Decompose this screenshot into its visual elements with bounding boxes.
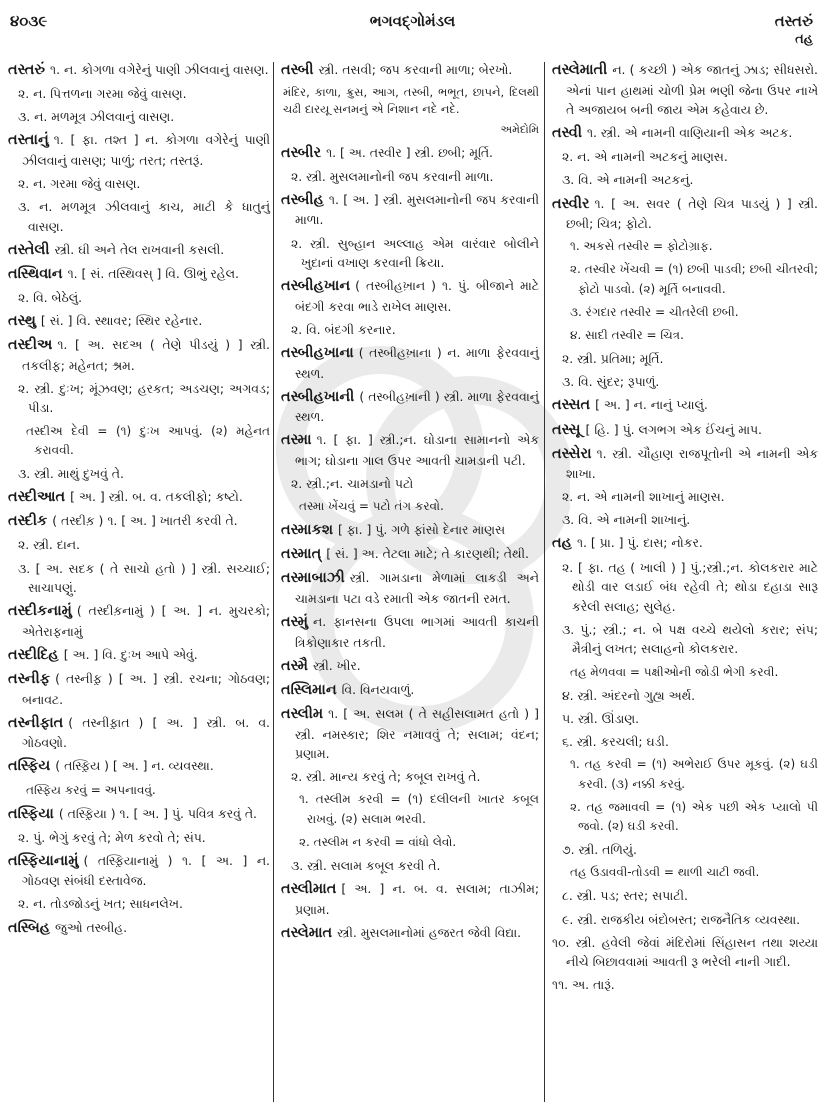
- entry-sense: [8, 464, 270, 484]
- entry-sense: [8, 781, 270, 801]
- entry-sense: [8, 559, 270, 598]
- dictionary-entry: [8, 240, 270, 261]
- entry-sense: [8, 197, 270, 236]
- dictionary-entry: [8, 804, 270, 825]
- dictionary-entry: [281, 387, 539, 427]
- entry-sense: [8, 107, 270, 127]
- definition-text: સ્ત્રી. ખીર.: [313, 657, 361, 673]
- headword: તસ્તરું: [8, 62, 46, 78]
- entry-sense: [281, 790, 539, 829]
- dictionary-entry: [552, 533, 818, 554]
- definition-text: ૯. સ્ત્રી. રાજકીય બંદોબસ્ત; રાજનૈતિક વ્યવસ્થા.: [562, 911, 801, 927]
- entry-sense: [552, 663, 818, 683]
- definition-text: [ અ. ] ન. બ. વ. સલામ; તાઝીમ; પ્રણામ.: [295, 881, 539, 917]
- definition-text: [ સં. ] વિ. સ્થાવર; સ્થિર રહેનાર.: [40, 313, 203, 329]
- headword: તસ્સૂ: [552, 421, 581, 438]
- guide-word-first: તસ્તરું: [774, 12, 813, 30]
- definition-text: ૧. સ્ત્રી. એ નામની વાણિયાની એક અટક.: [586, 125, 793, 141]
- definition-text: તહ મેળવવા = પક્ષીઓની જોડી ભેગી કરવી.: [570, 664, 779, 679]
- definition-text: ૨. તસ્લીમ ન કરવી = વાંધો લેવો.: [299, 835, 457, 850]
- headword: તસ્લેમાતી: [552, 62, 608, 78]
- entry-sense: [281, 767, 539, 787]
- definition-text: ૨. ન. એ નામની અટકનું માણસ.: [562, 149, 728, 165]
- headword: તસ્માબાઝી: [281, 570, 345, 587]
- entry-sense: [552, 886, 818, 906]
- headword: તસ્લેમાત: [281, 924, 333, 941]
- entry-sense: [8, 288, 270, 308]
- definition-text: ( તસ્નીફ઼ ) [ અ. ] સ્ત્રી. રચના; ગોઠવણ; બનાવટ.: [22, 671, 270, 707]
- dictionary-entry: [8, 311, 270, 332]
- dictionary-entry: [281, 612, 539, 652]
- dictionary-entry: [8, 601, 270, 641]
- definition-text: ૩. વિ. એ નામની અટકનું.: [562, 172, 694, 188]
- dictionary-entry: [281, 568, 539, 608]
- entry-sense: [281, 497, 539, 517]
- entry-sense: [552, 755, 818, 794]
- dictionary-column-3: [552, 60, 818, 998]
- definition-text: ( તસ્દીક઼નામું ) [ અ. ] ન. મુચરકો; એતેરાફનામું: [22, 603, 270, 639]
- definition-text: ન. ફાનસના ઉપલા ભાગમાં આવતી કાચની ત્રિકોણાકાર તકતી.: [295, 614, 539, 650]
- headword: તસ્નીફાત: [8, 714, 64, 731]
- headword: તસ્દીક: [8, 513, 48, 530]
- definition-text: ( તસ્ફ઼િય ) [ અ. ] ન. વ્યવસ્થા.: [55, 758, 214, 774]
- headword: તસ્ફિયા: [8, 805, 54, 822]
- headword: તસ્લીમાત: [281, 881, 337, 898]
- quotation-author: અમેદોમિ: [500, 123, 539, 137]
- definition-text: ૧. [ ફા. તશ્ત ] ન. કોગળા વગેરેનું પાણી ઝીલવાનું વાસણ; પાળું; તરત; તસ્તરૂં.: [22, 132, 270, 168]
- headword: તસ્વી: [552, 125, 582, 142]
- definition-text: [ ફા. ] પું. ગળે ફાંસો દેનાર માણસ: [338, 522, 505, 538]
- dictionary-entry: [8, 511, 270, 532]
- definition-text: [ અ. ] સ્ત્રી. બ. વ. તકલીફો; કષ્ટો.: [70, 489, 243, 505]
- headword: તસ્નીફ: [8, 671, 51, 688]
- entry-sense: [8, 828, 270, 848]
- definition-text: ૨. વિ. બેઠેલું.: [18, 289, 83, 305]
- headword: તસ્બીહખાના: [281, 345, 354, 362]
- definition-text: ૩. વિ. સુંદર; રૂપાળું.: [562, 374, 660, 390]
- headword: તસ્દીઆત: [8, 489, 66, 506]
- headword: તસ્થિવાન: [8, 265, 63, 282]
- entry-sense: [552, 863, 818, 883]
- definition-text: ( તસ્ફ઼િયાનામું ) ૧. [ અ. ] ન. ગોઠવણ સંબંધી દસ્તાવેજ.: [22, 852, 270, 889]
- entry-sense: [552, 487, 818, 507]
- definition-text: [ સં. ] અ. તેટલા માટે; તે કારણથી; તેથી.: [326, 546, 529, 562]
- entry-sense: [552, 709, 818, 729]
- headword: તસ્માત્: [281, 546, 322, 563]
- definition-text: ( તસ્ફ઼િયા ) ૧. [ અ. ] પું. પવિત્ર કરવું તે.: [58, 805, 257, 821]
- definition-text: સ્ત્રી. મુસલમાનોમાં હજરત જેવી વિદ્યા.: [337, 924, 522, 940]
- dictionary-entry: [8, 918, 270, 939]
- dictionary-entry: [8, 756, 270, 777]
- guide-word-last: તહ: [795, 32, 813, 47]
- page-number: ૪૦૩૯: [10, 12, 48, 30]
- definition-text: તહ ઉડાવવી-તોડવી = થાળી ચાટી જવી.: [570, 865, 760, 880]
- headword: તસ્લીમ: [281, 706, 324, 723]
- definition-text: ૨. ન. ગરમા જેવું વાસણ.: [18, 175, 141, 191]
- definition-text: ૧૧. અ. તારૂં.: [552, 977, 615, 993]
- definition-text: સ્ત્રી. તસવી; જપ કરવાની માળા; બેરખો.: [318, 62, 513, 77]
- dictionary-entry: [281, 60, 539, 81]
- dictionary-entry: [281, 680, 539, 701]
- dictionary-entry: [552, 123, 818, 144]
- headword: તસ્લિમાન: [281, 681, 337, 698]
- entry-sense: [281, 474, 539, 494]
- headword: તસ્મું: [281, 614, 309, 631]
- definition-text: ૮. સ્ત્રી. પડ; સ્તર; સપાટી.: [562, 888, 688, 904]
- definition-text: ૫. સ્ત્રી. ઊંડાણ.: [562, 710, 640, 726]
- headword: તસ્બીર: [281, 144, 322, 161]
- definition-text: ૧. [ ફા. ] સ્ત્રી.;ન. ઘોડાના સામાનનો એક ભાગ; ઘોડાના ગાલ ઉપર આવતી ચામડાની પટી.: [295, 432, 539, 468]
- definition-text: [ અ. ] ન. નાનું પ્યાલું.: [595, 397, 708, 413]
- definition-text: ૨. [ ફા. તહ ( ખાલી ) ] પું.;સ્ત્રી.;ન. કોલકરાર માટે થોડી વાર લડાઈ બંધ રહેવી તે; થોડા દહાડા સારૂ કરેલી સલાહ; સુલેહ.: [562, 559, 818, 614]
- definition-text: તસ્દીઅ દેવી = (૧) દુઃખ આપવું. (૨) મહેનત કરાવવી.: [26, 423, 270, 458]
- definition-text: ૧. તસ્લીમ કરવી = (૧) દલીલની ખાતર કબૂલ રાખવું. (૨) સલામ ભરવી.: [299, 792, 539, 826]
- definition-text: ૨. સ્ત્રી. સુબ્હાન અલ્લાહ એમ વારંવાર બોલીને ખુદાનાં વખાણ કરવાની ક્રિયા.: [291, 235, 539, 271]
- definition-text: ૨. પું. ભેગું કરવું તે; મેળ કરવો તે; સંપ.: [18, 829, 206, 845]
- book-title: ભગવદ્ગોમંડલ: [369, 12, 456, 30]
- dictionary-entry: [8, 645, 270, 666]
- definition-text: ૧. ન. કોગળા વગેરેનું પાણી ઝીલવાનું વાસણ.: [50, 62, 269, 77]
- dictionary-entry: [8, 851, 270, 891]
- entry-sense: [552, 326, 818, 346]
- definition-text: જુઓ તસ્બીહ.: [55, 919, 128, 935]
- headword: તસ્વીર: [552, 195, 590, 212]
- headword: તસ્સત: [552, 397, 591, 414]
- dictionary-entry: [281, 923, 539, 944]
- definition-text: ૨. વિ. બંદગી કરનાર.: [291, 321, 396, 337]
- headword: તસ્મા: [281, 432, 312, 449]
- entry-sense: [281, 856, 539, 876]
- headword: તહ: [552, 535, 572, 552]
- definition-text: ૩. સ્ત્રી. સલામ કબૂલ કરવી તે.: [291, 858, 441, 874]
- dictionary-entry: [281, 544, 539, 565]
- headword: તસ્થુ: [8, 313, 36, 330]
- entry-sense: [552, 910, 818, 930]
- definition-text: ૧. [ અ. ] સ્ત્રી. મુસલમાનોની જપ કરવાની માળા.: [295, 191, 539, 228]
- definition-text: ૨. સ્ત્રી. દુઃખ; મૂંઝવણ; હરકત; અડચણ; અગવડ; પીડા.: [18, 380, 270, 416]
- definition-text: ૨. સ્ત્રી. માન્ય કરવું તે; કબૂલ રાખવું તે.: [291, 769, 481, 785]
- definition-text: ૩. ન. મળમૂત્ર ઝીલવાનું કાચ, માટી કે ધાતુનું વાસણ.: [18, 199, 270, 234]
- definition-text: ૧. સ્ત્રી. ચૌહાણ રાજપૂતોની એ નામની એક શાખા.: [566, 445, 818, 482]
- headword: તસ્બીહ: [281, 191, 324, 208]
- entry-sense: [8, 379, 270, 418]
- dictionary-column-1: [8, 60, 270, 942]
- dictionary-entry: [8, 487, 270, 508]
- definition-text: ૨. સ્ત્રી. દાન.: [18, 537, 80, 553]
- definition-text: ૩. સ્ત્રી. માથું દુખવું તે.: [18, 466, 124, 482]
- definition-text: ૧. [ અ. સદઅ ( તેણે પીડયું ) ] સ્ત્રી. તકલીફ; મહેનત; શ્રમ.: [22, 337, 270, 373]
- dictionary-entry: [552, 194, 818, 234]
- definition-text: ૨. ન. પિત્તળના ગરમા જેવું વાસણ.: [18, 86, 187, 102]
- headword: તસ્બિહ: [8, 919, 51, 936]
- definition-text: ( તસ્નીફ઼ાત ) [ અ. ] સ્ત્રી. બ. વ. ગોઠવણો.: [22, 714, 270, 751]
- definition-text: ૧. અકસે તસ્વીર = ફોટોગ્રાફ.: [570, 239, 713, 254]
- dictionary-entry: [281, 276, 539, 316]
- headword: તસ્દીકનામું: [8, 603, 72, 620]
- dictionary-column-2: [281, 60, 539, 947]
- definition-text: વિ. વિનયવાળું.: [341, 681, 415, 697]
- definition-text: તસ્મા ખેંચવું = પટો તંગ કરવો.: [299, 499, 444, 514]
- definition-text: ૨. સ્ત્રી. પ્રતિમા; મૂર્તિ.: [562, 351, 664, 367]
- dictionary-entry: [8, 335, 270, 375]
- definition-text: ૪. સ્ત્રી. અંદરનો ગુહ્ય અર્થ.: [562, 687, 696, 703]
- definition-text: ૨. સ્ત્રી. મુસલમાનોની જપ કરવાની માળા.: [291, 168, 494, 184]
- entry-sense: [552, 558, 818, 617]
- headword: તસ્સેરા: [552, 445, 592, 462]
- definition-text: સ્ત્રી. ઘી અને તેલ રાખવાની કસલી.: [54, 241, 225, 257]
- definition-text: ૪. સાદી તસ્વીર = ચિત્ર.: [570, 328, 684, 343]
- definition-text: ( તસ્બીહખ઼ાના ) ન. માળા ફેરવવાનું સ્થળ.: [295, 345, 539, 381]
- headword: તસ્માકશ: [281, 522, 333, 539]
- entry-sense: [552, 620, 818, 659]
- definition-text: ૧. [ અ. તસ્વીર ] સ્ત્રી. છબી; મૂર્તિ.: [326, 144, 493, 160]
- dictionary-entry: [552, 395, 818, 416]
- headword: તસ્બીહખાન: [281, 278, 351, 295]
- entry-sense: [552, 349, 818, 369]
- definition-text: ૧૦. સ્ત્રી. હવેલી જેવાં મંદિરોમાં સિંહાસન તથા શય્યા નીચે બિછાવવામાં આવતી રૂ ભરેલી નાની ગાદી.: [552, 934, 818, 970]
- dictionary-entry: [552, 420, 818, 441]
- entry-sense: [281, 234, 539, 273]
- dictionary-entry: [281, 190, 539, 230]
- headword: તસ્ફિયાનામું: [8, 852, 79, 869]
- entry-sense: [8, 535, 270, 555]
- headword: તસ્બી: [281, 62, 314, 78]
- definition-text: ૧. [ અ. સવર ( તેણે ચિત્ર પાડયું ) ] સ્ત્રી. છબી; ચિત્ર; ફોટો.: [566, 195, 818, 232]
- entry-sense: [552, 933, 818, 972]
- definition-text: ૬. સ્ત્રી. કરચલી; ઘડી.: [562, 733, 669, 749]
- definition-text: ૩. પું.; સ્ત્રી.; ન. બે પક્ષ વચ્ચે થયેલો કરાર; સંપ; મૈત્રીનું લખત; સલાહનો કોલકરાર.: [562, 621, 818, 657]
- headword: તસ્દીદિહ: [8, 646, 59, 663]
- entry-sense: [552, 975, 818, 995]
- column-divider: [273, 62, 274, 1102]
- definition-text: ૩. [ અ. સદક ( તે સાચો હતો ) ] સ્ત્રી. સચ્ચાઈ; સાચાપણું.: [18, 560, 270, 596]
- entry-sense: [552, 260, 818, 299]
- headword: તસ્મૈ: [281, 657, 309, 674]
- headword: તસ્દીઅ: [8, 337, 53, 354]
- definition-text: ૧. તહ કરવી = (૧) અભેરાઈ ઉપર મૂકવું. (૨) ઘડી કરવી. (૩) નક્કી કરવું.: [570, 756, 818, 791]
- entry-sense: [8, 84, 270, 104]
- entry-sense: [552, 372, 818, 392]
- headword: તસ્તેલી: [8, 241, 50, 258]
- definition-text: ( તસ્બીહખ઼ાની ) સ્ત્રી. માળા ફેરવવાનું સ્થળ.: [295, 388, 539, 425]
- definition-text: ( તસ્બીહખ઼ાન ) ૧. પું. બીજાને માટે બંદગી કરવા ભાડે રાખેલ માણસ.: [295, 278, 539, 314]
- definition-text: ૧. [ સં. તસ્થિવસ્ ] વિ. ઊભું રહેલ.: [67, 265, 239, 281]
- dictionary-entry: [8, 713, 270, 753]
- dictionary-entry: [8, 60, 270, 81]
- headword: તસ્તાનું: [8, 132, 49, 149]
- definition-text: ( તસ્દીક઼ ) ૧. [ અ. ] ખાતરી કરવી તે.: [52, 513, 238, 529]
- definition-text: સ્ત્રી. ગામડાના મેળામાં લાકડી અને ચામડાના પટા વડે રમાતી એક જાતની રમત.: [295, 570, 539, 607]
- dictionary-entry: [281, 343, 539, 383]
- dictionary-entry: [281, 520, 539, 541]
- definition-text: તસ્ફિય કરવું = અપનાવવું.: [26, 782, 156, 797]
- definition-text: ૭. સ્ત્રી. તળિયું.: [562, 842, 637, 858]
- definition-text: [ હિ. ] પું. લગભગ એક ઈંચનું માપ.: [585, 421, 762, 437]
- headword: તસ્ફિય: [8, 758, 51, 775]
- entry-sense: [552, 237, 818, 257]
- entry-sense: [552, 840, 818, 860]
- dictionary-entry: [281, 879, 539, 919]
- dictionary-entry: [552, 444, 818, 484]
- definition-text: ૨. ન. તોડજોડનું ખત; સાધનલેખ.: [18, 896, 183, 912]
- entry-sense: [552, 510, 818, 530]
- entry-sense: [8, 894, 270, 914]
- column-divider: [544, 62, 545, 1102]
- definition-text: ૩. રંગદાર તસ્વીર = ચીતરેલી છબી.: [570, 305, 739, 320]
- headword: તસ્બીહખાની: [281, 388, 355, 405]
- definition-text: ૨. ન. એ નામની શાખાનું માણસ.: [562, 489, 725, 505]
- definition-text: ૨. સ્ત્રી.;ન. ચામડાનો પટો: [291, 476, 414, 492]
- entry-sense: [552, 170, 818, 190]
- definition-text: [ અ. ] વિ. દુઃખ આપે એવું.: [63, 646, 198, 662]
- entry-sense: [281, 833, 539, 853]
- entry-sense: [281, 320, 539, 340]
- entry-sense: [552, 686, 818, 706]
- dictionary-entry: [8, 264, 270, 285]
- entry-sense: [552, 732, 818, 752]
- dictionary-entry: [8, 130, 270, 170]
- dictionary-entry: [281, 704, 539, 764]
- definition-text: ૩. ન. મળમૂત્ર ઝીલવાનું વાસણ.: [18, 109, 175, 125]
- entry-sense: [8, 422, 270, 461]
- entry-sense: [281, 167, 539, 187]
- definition-text: ૨. તહ જમાવવી = (૧) એક પછી એક પ્યાલો પી જવો. (૨) ઘડી કરવી.: [570, 799, 818, 834]
- definition-text: ૧. [ અ. સલમ ( તે સહીસલામત હતો ) ] સ્ત્રી. નમસ્કાર; શિર નમાવવું તે; સલામ; વંદન; પ્રણામ.: [295, 706, 539, 762]
- dictionary-entry: [281, 430, 539, 470]
- definition-text: ૩. વિ. એ નામની શાખાનું.: [562, 512, 691, 528]
- dictionary-entry: [281, 143, 539, 164]
- quotation: મંદિર, કાળા, ક્રુસ, આગ, તસ્બી, ભભૂત, છાપને, દિલથી ચઢી દારયૂ સનમનું એ નિશાન નદે નદે.: [283, 85, 539, 117]
- entry-sense: [552, 798, 818, 837]
- definition-text: ૧. [ પ્રા. ] પું. દાસ; નોકર.: [576, 535, 703, 551]
- entry-sense: [552, 303, 818, 323]
- entry-sense: [552, 147, 818, 167]
- definition-text: ન. ( કચ્છી ) એક જાતનું ઝાડ; સીધસરો. એનાં પાન હાથમાં ચોળી પ્રેમ ભણી જેના ઉપર નાખે તે અજાયબ બની જાય એમ કહેવાય છે.: [566, 62, 818, 118]
- dictionary-entry: [8, 669, 270, 709]
- entry-sense: [8, 174, 270, 194]
- dictionary-entry: [552, 60, 818, 120]
- dictionary-entry: [281, 656, 539, 677]
- definition-text: ૨. તસ્વીર ખેંચવી = (૧) છબી પાડવી; છબી ચીતરવી; ફોટો પાડવો. (૨) મૂર્તિ બનાવવી.: [570, 262, 818, 296]
